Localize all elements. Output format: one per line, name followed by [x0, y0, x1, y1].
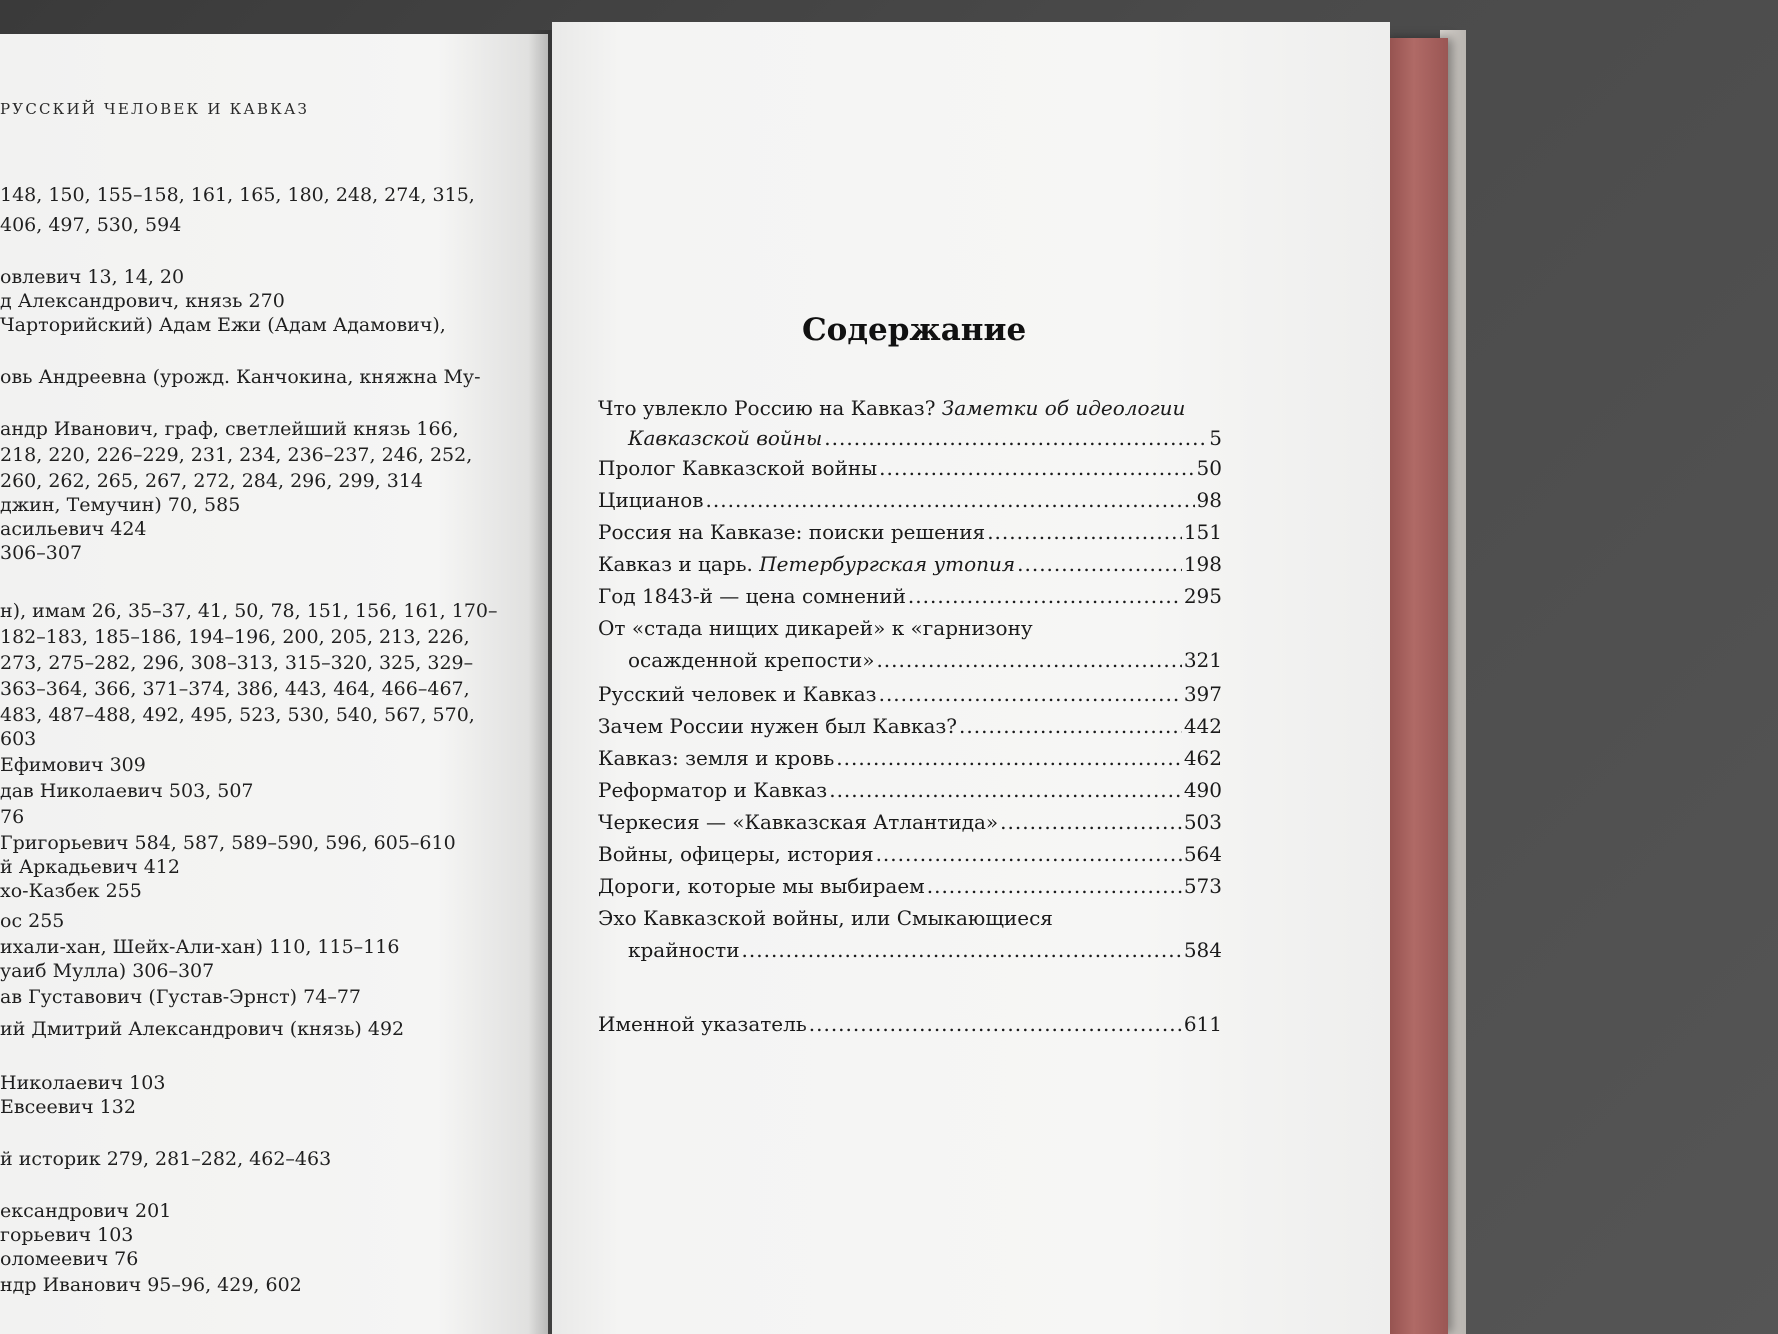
index-line: ий Дмитрий Александрович (князь) 492: [0, 1018, 405, 1040]
toc-entry: [628, 648, 1222, 672]
toc-page-number: 503: [1183, 810, 1222, 834]
toc-entry-text: Пролог Кавказской войны: [598, 456, 878, 480]
toc-entry-line: От «стада нищих дикарей» к «гарнизону: [598, 616, 1033, 640]
toc-leader-dots: [876, 648, 1181, 672]
toc-entry: [598, 746, 1222, 770]
toc-entry-text: Что увлекло Россию на Кавказ?: [598, 396, 936, 420]
toc-page-number: 5: [1209, 426, 1222, 450]
index-line: 76: [0, 806, 25, 828]
index-line: Григорьевич 584, 587, 589–590, 596, 605–610: [0, 832, 456, 854]
toc-entry-line: [598, 396, 1185, 420]
toc-entry-text: крайности: [628, 938, 740, 962]
index-line: хо-Казбек 255: [0, 880, 142, 902]
toc-entry: [598, 520, 1222, 544]
toc-page-number: 573: [1183, 874, 1222, 898]
index-line: й историк 279, 281–282, 462–463: [0, 1148, 332, 1170]
index-line: Николаевич 103: [0, 1072, 166, 1094]
index-line: 363–364, 366, 371–374, 386, 443, 464, 466–467,: [0, 678, 470, 700]
index-line: д Александрович, князь 270: [0, 290, 285, 312]
toc-entry-text: Кавказ: земля и кровь: [598, 746, 835, 770]
toc-entry-text: Год 1843-й — цена сомнений: [598, 584, 906, 608]
toc-leader-dots: [879, 456, 1194, 480]
toc-leader-dots: [876, 842, 1182, 866]
index-line: Чарторийский) Адам Ежи (Адам Адамович),: [0, 314, 446, 336]
toc-page-number: 584: [1183, 938, 1222, 962]
book-cover-edge: [1380, 38, 1448, 1334]
index-line: ександрович 201: [0, 1200, 172, 1222]
toc-entry-line: Эхо Кавказской войны, или Смыкающиеся: [598, 906, 1053, 930]
index-line: 218, 220, 226–229, 231, 234, 236–237, 246, 252,: [0, 444, 473, 466]
toc-entry-italic: Заметки об идеологии: [941, 396, 1186, 420]
toc-page-number: 611: [1183, 1012, 1222, 1036]
toc-page-number: 151: [1183, 520, 1222, 544]
toc-page-number: 490: [1183, 778, 1222, 802]
toc-entry-italic: Кавказской войны: [628, 426, 823, 450]
index-line: овлевич 13, 14, 20: [0, 266, 185, 288]
toc-leader-dots: [927, 874, 1182, 898]
index-line: 148, 150, 155–158, 161, 165, 180, 248, 274, 315,: [0, 184, 475, 206]
toc-leader-dots: [879, 682, 1182, 706]
toc-entry-text: Цицианов: [598, 488, 704, 512]
index-line: ихали-хан, Шейх-Али-хан) 110, 115–116: [0, 936, 400, 958]
toc-entry-text: Зачем России нужен был Кавказ?: [598, 714, 958, 738]
index-line: ндр Иванович 95–96, 429, 602: [0, 1274, 302, 1296]
toc-page-number: 442: [1183, 714, 1222, 738]
index-line: Евсеевич 132: [0, 1096, 136, 1118]
toc-entry: [598, 714, 1222, 738]
toc-leader-dots: [987, 520, 1182, 544]
index-line: джин, Темучин) 70, 585: [0, 494, 241, 516]
toc-entry-text: Кавказ и царь.: [598, 552, 753, 576]
toc-leader-dots: [829, 778, 1182, 802]
index-line: 406, 497, 530, 594: [0, 214, 182, 236]
index-line: оломеевич 76: [0, 1248, 139, 1270]
toc-entry-text: Русский человек и Кавказ: [598, 682, 877, 706]
toc-entry: [598, 842, 1222, 866]
index-line: овь Андреевна (урожд. Канчокина, княжна Му-: [0, 366, 481, 388]
toc-entry-text: Именной указатель: [598, 1012, 807, 1036]
running-head: РУССКИЙ ЧЕЛОВЕК И КАВКАЗ: [0, 100, 310, 118]
index-line: ав Густавович (Густав-Эрнст) 74–77: [0, 986, 361, 1008]
toc-entry: [598, 810, 1222, 834]
index-line: 260, 262, 265, 267, 272, 284, 296, 299, 314: [0, 470, 424, 492]
toc-entry: [628, 938, 1222, 962]
toc-entry-text: Дороги, которые мы выбираем: [598, 874, 925, 898]
toc-page-number: 295: [1183, 584, 1222, 608]
index-line: уаиб Мулла) 306–307: [0, 960, 215, 982]
index-line: Ефимович 309: [0, 754, 146, 776]
toc-title: Содержание: [802, 312, 1027, 348]
index-line: 273, 275–282, 296, 308–313, 315–320, 325, 329–: [0, 652, 474, 674]
toc-entry: [628, 426, 1222, 450]
index-line: горьевич 103: [0, 1224, 134, 1246]
toc-entry: [598, 874, 1222, 898]
toc-leader-dots: [742, 938, 1182, 962]
toc-entry: [598, 584, 1222, 608]
toc-entry-text: Войны, офицеры, история: [598, 842, 874, 866]
index-line: 182–183, 185–186, 194–196, 200, 205, 213, 226,: [0, 626, 470, 648]
toc-entry-text: Реформатор и Кавказ: [598, 778, 828, 802]
toc-page-number: 50: [1196, 456, 1222, 480]
toc-leader-dots: [1000, 810, 1182, 834]
toc-entry: [598, 488, 1222, 512]
toc-entry: [598, 778, 1222, 802]
toc-leader-dots: [1017, 552, 1182, 576]
index-line: 603: [0, 728, 37, 750]
toc-leader-dots: [706, 488, 1195, 512]
toc-leader-dots: [836, 746, 1182, 770]
index-line: ос 255: [0, 910, 65, 932]
toc-page-number: 98: [1196, 488, 1222, 512]
index-line: 306–307: [0, 542, 83, 564]
toc-entry-text: осажденной крепости»: [628, 648, 875, 672]
toc-leader-dots: [959, 714, 1182, 738]
toc-entry-text: Черкесия — «Кавказская Атлантида»: [598, 810, 999, 834]
toc-page-number: 198: [1183, 552, 1222, 576]
toc-page-number: 564: [1183, 842, 1222, 866]
toc-entry: [598, 456, 1222, 480]
index-line: 483, 487–488, 492, 495, 523, 530, 540, 567, 570,: [0, 704, 475, 726]
toc-page-number: 462: [1183, 746, 1222, 770]
index-line: асильевич 424: [0, 518, 147, 540]
right-page: [552, 22, 1390, 1334]
toc-entry-italic: Петербургская утопия: [759, 552, 1016, 576]
toc-leader-dots: [824, 426, 1207, 450]
toc-entry: [598, 552, 1222, 576]
toc-entry: [598, 682, 1222, 706]
index-line: н), имам 26, 35–37, 41, 50, 78, 151, 156, 161, 170–: [0, 600, 498, 622]
index-line: дав Николаевич 503, 507: [0, 780, 254, 802]
toc-entry-text: Россия на Кавказе: поиски решения: [598, 520, 986, 544]
left-page: [0, 34, 548, 1334]
toc-leader-dots: [809, 1012, 1182, 1036]
toc-entry: [598, 1012, 1222, 1036]
toc-leader-dots: [908, 584, 1182, 608]
index-line: й Аркадьевич 412: [0, 856, 180, 878]
index-line: андр Иванович, граф, светлейший князь 166,: [0, 418, 459, 440]
toc-page-number: 397: [1183, 682, 1222, 706]
toc-page-number: 321: [1183, 648, 1222, 672]
